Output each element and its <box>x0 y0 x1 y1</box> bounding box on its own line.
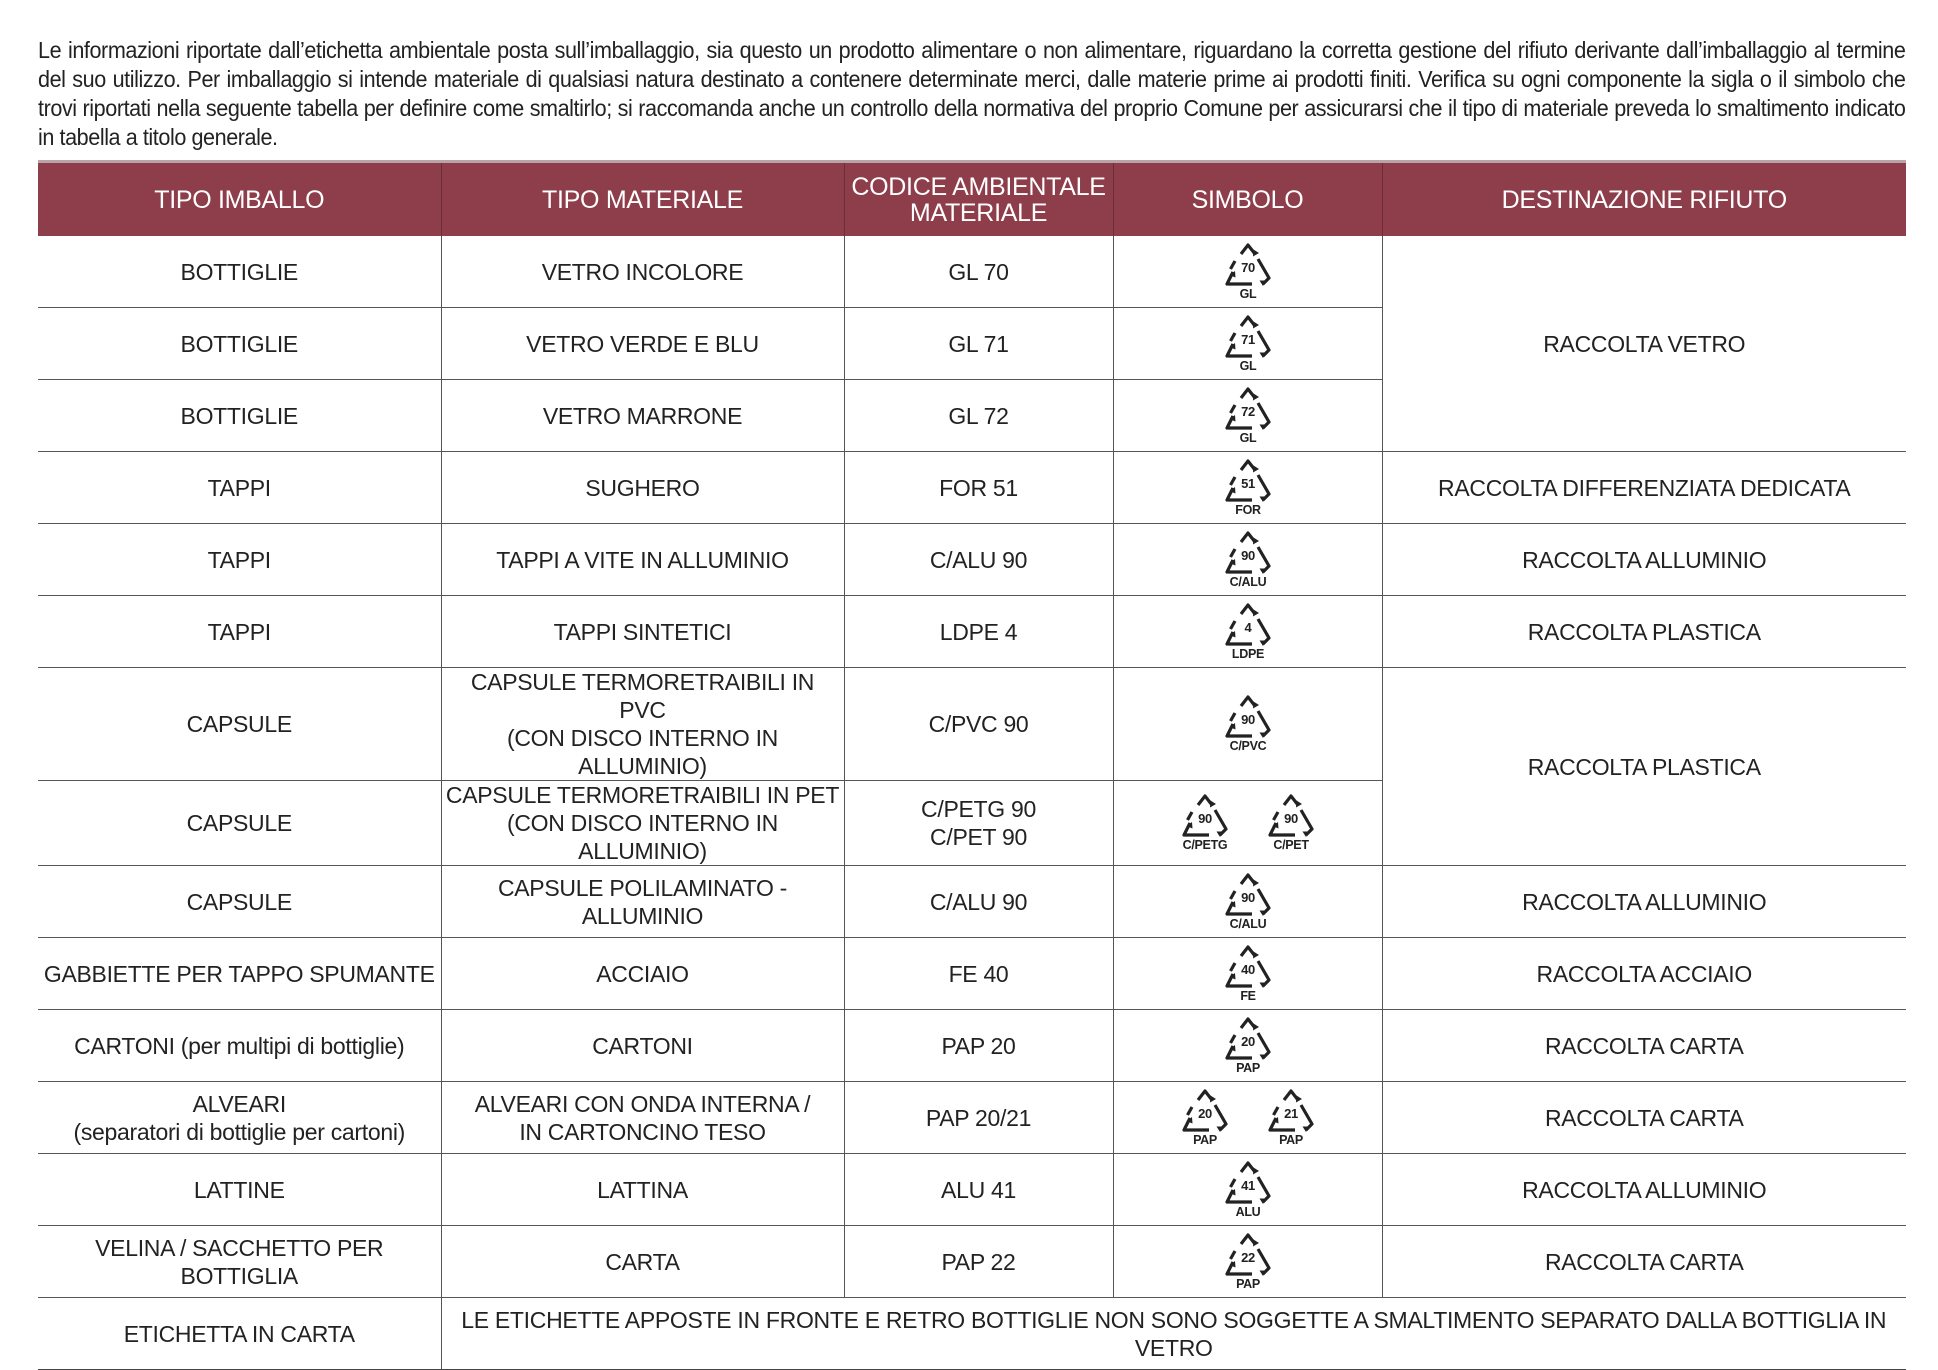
cell-simbolo <box>1113 938 1382 1010</box>
recycle-symbol-label: C/ALU <box>1229 574 1266 589</box>
header-tipo-materiale: TIPO MATERIALE <box>441 162 844 237</box>
recycling-table <box>38 160 1906 1370</box>
cell-simbolo <box>1113 1226 1382 1298</box>
header-codice-line1: CODICE AMBIENTALE <box>851 172 1106 201</box>
tipo-materiale-line: VETRO VERDE E BLU <box>526 330 759 357</box>
tipo-imballo-line: (separatori di bottiglie per cartoni) <box>73 1118 405 1145</box>
tipo-imballo-line: CARTONI (per multipi di bottiglie) <box>74 1032 405 1059</box>
cell-tipo-imballo <box>38 668 441 781</box>
cell-tipo-imballo <box>38 1226 441 1298</box>
recycle-symbol-icon <box>1219 694 1277 754</box>
table-row <box>38 1082 1906 1154</box>
table-row <box>38 236 1906 308</box>
table-row <box>38 452 1906 524</box>
cell-tipo-imballo <box>38 596 441 668</box>
recycle-symbol-number: 90 <box>1240 547 1255 563</box>
recycle-symbol-icon <box>1176 793 1234 853</box>
cell-simbolo <box>1113 866 1382 938</box>
recycle-symbol-icon <box>1219 314 1277 374</box>
header-codice-line2: MATERIALE <box>909 198 1048 227</box>
cell-destinazione: RACCOLTA ALLUMINIO <box>1382 524 1906 596</box>
cell-simbolo <box>1113 524 1382 596</box>
tipo-imballo-line: TAPPI <box>207 546 271 573</box>
table-row <box>38 866 1906 938</box>
recycle-symbol-label: PAP <box>1235 1276 1260 1291</box>
cell-codice <box>844 236 1113 308</box>
tipo-imballo-line: CAPSULE <box>186 810 292 836</box>
tipo-imballo-line: CAPSULE <box>186 711 292 737</box>
tipo-materiale-line: LATTINA <box>597 1176 688 1203</box>
tipo-materiale-line: VETRO INCOLORE <box>541 258 744 285</box>
cell-codice <box>844 781 1113 866</box>
recycle-symbol-number: 71 <box>1240 331 1255 347</box>
table-row <box>38 1010 1906 1082</box>
cell-tipo-imballo <box>38 1082 441 1154</box>
codice-line: FE 40 <box>948 960 1009 987</box>
cell-codice <box>844 1082 1113 1154</box>
cell-simbolo <box>1113 308 1382 380</box>
cell-simbolo <box>1113 236 1382 308</box>
recycle-symbol-icon <box>1219 944 1277 1004</box>
cell-codice <box>844 1226 1113 1298</box>
cell-tipo-materiale <box>441 1082 844 1154</box>
cell-tipo-imballo <box>38 308 441 380</box>
cell-tipo-materiale <box>441 380 844 452</box>
recycle-symbol-label: GL <box>1239 358 1256 373</box>
recycle-symbol-number: 90 <box>1240 712 1255 727</box>
table-row <box>38 938 1906 1010</box>
cell-codice <box>844 1154 1113 1226</box>
cell-simbolo <box>1113 668 1382 781</box>
tipo-imballo-line: VELINA / SACCHETTO PER BOTTIGLIA <box>95 1234 384 1289</box>
recycle-symbol-number: 41 <box>1240 1177 1255 1193</box>
cell-tipo-materiale <box>441 524 844 596</box>
codice-line: FOR 51 <box>939 474 1018 501</box>
tipo-imballo-line: CAPSULE <box>186 888 292 915</box>
cell-simbolo <box>1113 596 1382 668</box>
codice-line: PAP 22 <box>941 1248 1016 1275</box>
cell-destinazione: RACCOLTA CARTA <box>1382 1226 1906 1298</box>
cell-tipo-imballo <box>38 380 441 452</box>
tipo-materiale-line: SUGHERO <box>585 474 700 501</box>
cell-tipo-imballo: ETICHETTA IN CARTA <box>38 1298 441 1370</box>
codice-line: C/PVC 90 <box>928 711 1029 737</box>
tipo-materiale-line: TAPPI SINTETICI <box>553 618 732 645</box>
tipo-imballo-line: TAPPI <box>207 474 271 501</box>
recycle-symbol-label: C/PETG <box>1182 838 1227 852</box>
codice-line: C/ALU 90 <box>929 888 1028 915</box>
cell-tipo-materiale <box>441 866 844 938</box>
tipo-imballo-line: LATTINE <box>193 1176 285 1203</box>
tipo-materiale-line: CARTONI <box>592 1032 693 1059</box>
tipo-imballo-line: BOTTIGLIE <box>180 402 298 429</box>
cell-codice <box>844 596 1113 668</box>
tipo-materiale-line: (CON DISCO INTERNO IN ALLUMINIO) <box>507 810 778 864</box>
recycle-symbol-label: C/PVC <box>1229 739 1266 753</box>
table-body <box>38 236 1906 1370</box>
cell-tipo-imballo <box>38 524 441 596</box>
recycle-symbol-label: PAP <box>1235 1060 1260 1075</box>
codice-line: C/PETG 90 <box>921 796 1036 822</box>
recycle-symbol-label: PAP <box>1278 1132 1303 1147</box>
tipo-materiale-line: IN CARTONCINO TESO <box>519 1118 766 1145</box>
cell-tipo-imballo <box>38 938 441 1010</box>
recycle-symbol-label: PAP <box>1192 1132 1217 1147</box>
tipo-materiale-line: CARTA <box>605 1248 680 1275</box>
header-destinazione: DESTINAZIONE RIFIUTO <box>1382 162 1906 237</box>
tipo-materiale-line: CAPSULE TERMORETRAIBILI IN PVC <box>470 669 815 723</box>
cell-tipo-imballo <box>38 1010 441 1082</box>
codice-line: GL 71 <box>948 330 1009 357</box>
cell-simbolo <box>1113 380 1382 452</box>
table-header-row <box>38 162 1906 237</box>
cell-codice <box>844 452 1113 524</box>
recycle-symbol-number: 72 <box>1240 403 1255 419</box>
recycle-symbol-icon <box>1219 872 1277 932</box>
recycle-symbol-number: 90 <box>1197 811 1212 826</box>
recycle-symbol-number: 40 <box>1240 961 1255 977</box>
tipo-materiale-line: CAPSULE TERMORETRAIBILI IN PET <box>445 782 840 808</box>
cell-simbolo <box>1113 452 1382 524</box>
recycle-symbol-number: 90 <box>1240 889 1255 905</box>
recycle-symbol-icon <box>1219 458 1277 518</box>
recycle-symbol-number: 22 <box>1240 1249 1255 1265</box>
recycle-symbol-number: 20 <box>1240 1033 1255 1049</box>
recycle-symbol-number: 20 <box>1197 1105 1212 1121</box>
tipo-materiale-line: CAPSULE POLILAMINATO - ALLUMINIO <box>497 874 788 929</box>
table-row <box>38 596 1906 668</box>
codice-line: PAP 20/21 <box>925 1104 1032 1131</box>
table-row <box>38 524 1906 596</box>
tipo-imballo-line: TAPPI <box>207 618 271 645</box>
cell-tipo-materiale <box>441 452 844 524</box>
cell-destinazione: RACCOLTA PLASTICA <box>1382 668 1906 866</box>
cell-tipo-imballo <box>38 781 441 866</box>
cell-tipo-materiale <box>441 1010 844 1082</box>
cell-destinazione: RACCOLTA ACCIAIO <box>1382 938 1906 1010</box>
cell-tipo-materiale <box>441 1154 844 1226</box>
cell-tipo-materiale <box>441 308 844 380</box>
cell-destinazione: RACCOLTA PLASTICA <box>1382 596 1906 668</box>
recycle-symbol-icon <box>1219 1232 1277 1292</box>
cell-destinazione: RACCOLTA DIFFERENZIATA DEDICATA <box>1382 452 1906 524</box>
tipo-materiale-line: (CON DISCO INTERNO IN ALLUMINIO) <box>507 725 778 779</box>
cell-simbolo <box>1113 1154 1382 1226</box>
table-row <box>38 1226 1906 1298</box>
tipo-imballo-line: ALVEARI <box>192 1090 286 1117</box>
cell-tipo-materiale <box>441 1226 844 1298</box>
tipo-imballo-line: BOTTIGLIE <box>180 330 298 357</box>
codice-line: LDPE 4 <box>939 618 1018 645</box>
codice-line: GL 70 <box>948 258 1009 285</box>
recycle-symbol-icon <box>1219 386 1277 446</box>
recycle-symbol-label: LDPE <box>1231 646 1264 661</box>
tipo-imballo-line: GABBIETTE PER TAPPO SPUMANTE <box>43 960 435 987</box>
table-row-footer <box>38 1298 1906 1370</box>
codice-line: GL 72 <box>948 402 1009 429</box>
cell-codice <box>844 866 1113 938</box>
table-row <box>38 1154 1906 1226</box>
cell-tipo-materiale <box>441 236 844 308</box>
recycle-symbol-icon <box>1219 530 1277 590</box>
recycle-symbol-label: C/ALU <box>1229 916 1266 931</box>
recycle-symbol-label: FE <box>1239 988 1256 1003</box>
cell-tipo-imballo <box>38 236 441 308</box>
cell-destinazione: RACCOLTA ALLUMINIO <box>1382 1154 1906 1226</box>
cell-simbolo <box>1113 1082 1382 1154</box>
cell-tipo-imballo <box>38 866 441 938</box>
cell-tipo-materiale <box>441 596 844 668</box>
cell-codice <box>844 380 1113 452</box>
codice-line: PAP 20 <box>941 1032 1016 1059</box>
recycle-symbol-label: GL <box>1239 430 1256 445</box>
cell-simbolo <box>1113 1010 1382 1082</box>
recycle-symbol-label: GL <box>1239 286 1256 301</box>
recycle-symbol-number: 4 <box>1244 619 1251 635</box>
cell-simbolo <box>1113 781 1382 866</box>
recycle-symbol-icon <box>1262 1088 1320 1148</box>
table-row <box>38 668 1906 781</box>
recycle-symbol-number: 90 <box>1283 811 1298 826</box>
cell-destinazione: RACCOLTA VETRO <box>1382 236 1906 452</box>
header-tipo-imballo: TIPO IMBALLO <box>38 162 441 237</box>
cell-tipo-materiale <box>441 938 844 1010</box>
tipo-imballo-line: BOTTIGLIE <box>180 258 298 285</box>
recycle-symbol-number: 21 <box>1283 1105 1298 1121</box>
cell-destinazione: RACCOLTA CARTA <box>1382 1082 1906 1154</box>
tipo-materiale-line: ALVEARI CON ONDA INTERNA / <box>474 1090 811 1117</box>
recycle-symbol-icon <box>1176 1088 1234 1148</box>
header-codice-ambientale <box>844 162 1113 237</box>
cell-codice <box>844 524 1113 596</box>
recycle-symbol-icon <box>1262 793 1320 853</box>
cell-codice <box>844 308 1113 380</box>
recycle-symbol-icon <box>1219 242 1277 302</box>
codice-line: C/PET 90 <box>930 824 1027 850</box>
cell-note-etichette: LE ETICHETTE APPOSTE IN FRONTE E RETRO BOTTIGLIE NON SONO SOGGETTE A SMALTIMENTO SEPARATO DALLA BOTTIGLIA IN VETRO <box>441 1298 1906 1370</box>
intro-paragraph: Le informazioni riportate dall’etichetta ambientale posta sull’imballaggio, sia questo un prodotto alimentare o non alimentare, riguardano la corretta gestione del rifiuto derivante dall’imballaggio al termine del suo utilizzo. Per imballaggio si intende materiale di qualsiasi natura destinato a contenere determinate merci, dalle materie prime ai prodotti finiti. Verifica su ogni componente la sigla o il simbolo che trovi riportati nella seguente tabella per definire come smaltirlo; si raccomanda anche un controllo della normativa del proprio Comune per assicurarsi che il tipo di materiale preveda lo smaltimento indicato in tabella a titolo generale. <box>38 37 1906 150</box>
recycle-symbol-number: 51 <box>1240 475 1255 491</box>
recycle-symbol-label: FOR <box>1234 502 1261 517</box>
cell-codice <box>844 668 1113 781</box>
codice-line: C/ALU 90 <box>929 546 1028 573</box>
recycle-symbol-number: 70 <box>1240 259 1255 275</box>
header-simbolo: SIMBOLO <box>1113 162 1382 237</box>
cell-destinazione: RACCOLTA ALLUMINIO <box>1382 866 1906 938</box>
tipo-materiale-line: VETRO MARRONE <box>542 402 743 429</box>
cell-tipo-materiale <box>441 781 844 866</box>
recycle-symbol-icon <box>1219 1160 1277 1220</box>
cell-codice <box>844 1010 1113 1082</box>
cell-destinazione: RACCOLTA CARTA <box>1382 1010 1906 1082</box>
cell-tipo-materiale <box>441 668 844 781</box>
tipo-materiale-line: ACCIAIO <box>596 960 689 987</box>
recycle-symbol-icon <box>1219 602 1277 662</box>
cell-tipo-imballo <box>38 1154 441 1226</box>
recycle-symbol-label: ALU <box>1235 1204 1260 1219</box>
recycle-symbol-icon <box>1219 1016 1277 1076</box>
tipo-materiale-line: TAPPI A VITE IN ALLUMINIO <box>496 546 789 573</box>
cell-tipo-imballo <box>38 452 441 524</box>
cell-codice <box>844 938 1113 1010</box>
codice-line: ALU 41 <box>941 1176 1016 1203</box>
recycle-symbol-label: C/PET <box>1272 838 1309 852</box>
